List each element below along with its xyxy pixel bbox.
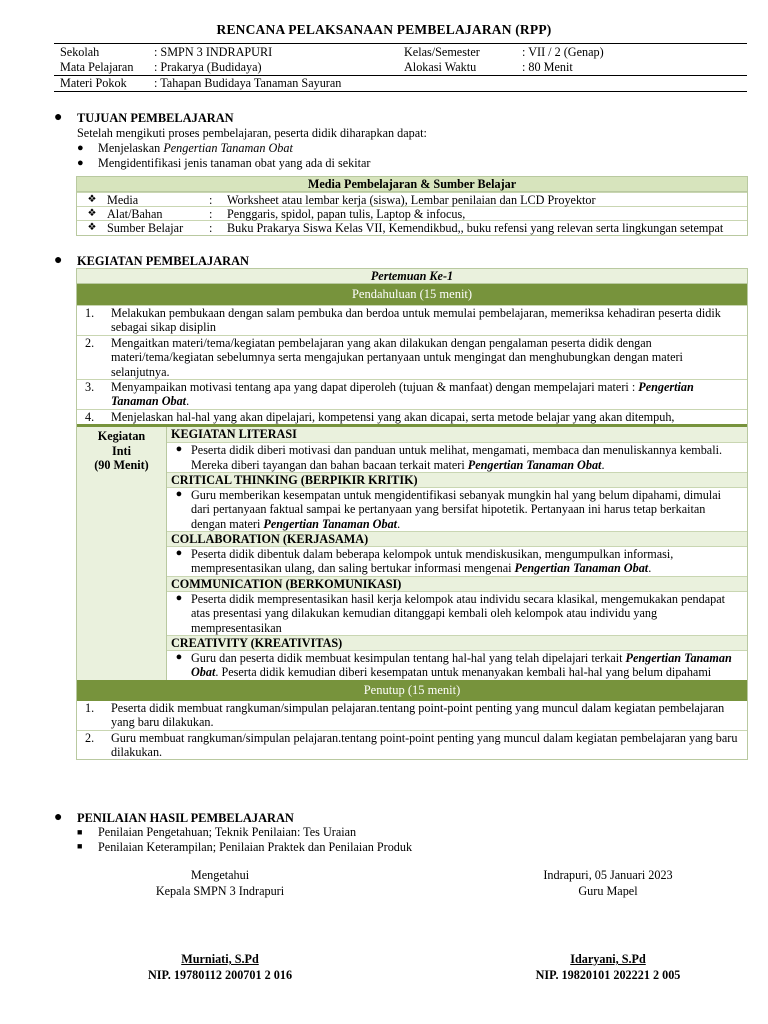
media-row: ❖ Media : Worksheet atau lembar kerja (siswa), Lembar penilaian dan LCD Proyektor <box>77 192 747 206</box>
diamond-bullet-icon: ❖ <box>87 222 97 233</box>
square-bullet-icon: ■ <box>77 826 83 837</box>
school-value: : SMPN 3 INDRAPURI <box>154 44 273 59</box>
media-label: Alat/Bahan <box>107 207 163 221</box>
sub-heading: KEGIATAN LITERASI <box>167 427 747 442</box>
kegiatan-heading <box>54 254 249 269</box>
media-label: Sumber Belajar <box>107 221 184 235</box>
inti-label: Kegiatan Inti (90 Menit) <box>77 427 167 680</box>
bullet-icon: ● <box>175 487 183 500</box>
bullet-icon: ● <box>54 253 63 269</box>
sub-heading: COMMUNICATION (BERKOMUNIKASI) <box>167 576 747 591</box>
sub-heading: COLLABORATION (KERJASAMA) <box>167 531 747 546</box>
bullet-icon: ● <box>175 651 183 664</box>
table-row: 2. Guru membuat rangkuman/simpulan pelajaran.tentang point-point penting yang muncul dalam kegiatan pembelajaran yang baru dilakukan. <box>77 730 747 760</box>
signature-left-name: Murniati, S.Pd NIP. 19780112 200701 2 016 <box>147 952 293 983</box>
table-row: 3. Menyampaikan motivasi tentang apa yang dapat diperoleh (tujuan & manfaat) dengan mempelajari materi : Pengertian Tanaman Obat. <box>77 379 747 409</box>
tujuan-intro: Setelah mengikuti proses pembelajaran, peserta didik diharapkan dapat: <box>77 126 427 140</box>
pendahuluan-band: Pendahuluan (15 menit) <box>77 284 747 305</box>
list-item <box>77 141 370 156</box>
media-value: Buku Prakarya Siswa Kelas VII, Kemendikbud,, buku refensi yang relevan serta lingkungan setempat <box>227 221 724 235</box>
list-item: ■ Penilaian Keterampilan; Penilaian Praktek dan Penilaian Produk <box>77 839 413 854</box>
subject-label: Mata Pelajaran <box>60 60 134 75</box>
kegiatan-table <box>76 268 748 760</box>
bullet-icon: ● <box>175 591 183 604</box>
square-bullet-icon: ■ <box>77 841 83 852</box>
identity-row <box>54 60 747 76</box>
signature-right-name: Idaryani, S.Pd NIP. 19820101 202221 2 005 <box>535 952 681 983</box>
media-label: Media <box>107 193 139 207</box>
signature-right: Indrapuri, 05 Januari 2023 Guru Mapel <box>543 868 673 899</box>
tujuan-heading-text: TUJUAN PEMBELAJARAN <box>77 111 234 125</box>
bullet-icon: ● <box>54 810 63 826</box>
time-value: : 80 Menit <box>522 60 573 75</box>
media-row: ❖ Sumber Belajar : Buku Prakarya Siswa Kelas VII, Kemendikbud,, buku refensi yang relevan serta lingkungan setempat <box>77 220 747 235</box>
bullet-icon: ● <box>54 110 63 126</box>
school-label: Sekolah <box>60 44 100 59</box>
sub-heading: CRITICAL THINKING (BERPIKIR KRITIK) <box>167 472 747 487</box>
media-row: ❖ Alat/Bahan : Penggaris, spidol, papan tulis, Laptop & infocus, <box>77 206 747 220</box>
list-item-text: Mengidentifikasi jenis tanaman obat yang ada di sekitar <box>98 156 371 171</box>
penilaian-heading-text: PENILAIAN HASIL PEMBELAJARAN <box>77 811 294 825</box>
sub-heading: CREATIVITY (KREATIVITAS) <box>167 635 747 650</box>
bullet-icon: ● <box>77 142 84 155</box>
tujuan-heading <box>54 111 234 126</box>
list-item: ● Peserta didik mempresentasikan hasil kerja kelompok atau individu secara klasikal, mengemukakan pendapat atas presentasi yang dilakukan kemudian ditanggapi kembali oleh kelompok atau individu yang mempresentasikan <box>167 591 747 635</box>
bullet-icon: ● <box>175 443 183 456</box>
media-table <box>76 176 748 236</box>
list-item: ● Guru dan peserta didik membuat kesimpulan tentang hal-hal yang telah dipelajari terkait Pengertian Tanaman Obat. Peserta didik kemudian diberi kesempatan untuk menanyakan kembali hal-hal yang belum dipahami <box>167 650 747 680</box>
materi-label: Materi Pokok <box>60 76 127 91</box>
table-row: 1. Melakukan pembukaan dengan salam pembuka dan berdoa untuk memulai pembelajaran, memeriksa kehadiran peserta didik sebagai sikap disiplin <box>77 305 747 335</box>
subject-value: : Prakarya (Budidaya) <box>154 60 262 75</box>
document-title: RENCANA PELAKSANAAN PEMBELAJARAN (RPP) <box>216 22 552 37</box>
signature-left: Mengetahui Kepala SMPN 3 Indrapuri <box>155 868 285 899</box>
media-value: Worksheet atau lembar kerja (siswa), Lembar penilaian dan LCD Proyektor <box>227 193 596 207</box>
penilaian-heading <box>54 811 294 826</box>
inti-content <box>167 427 747 680</box>
pertemuan-label: Pertemuan Ke-1 <box>77 269 747 284</box>
list-item <box>77 156 370 171</box>
list-item-text: Menjelaskan Pengertian Tanaman Obat <box>98 141 293 156</box>
diamond-bullet-icon: ❖ <box>87 194 97 205</box>
list-item: ● Guru memberikan kesempatan untuk mengidentifikasi sebanyak mungkin hal yang belum dipahami, dimulai dari pertanyaan faktual sampai ke pertanyaan yang bersifat hipotetik. Pertanyaan ini harus tetap berkaitan dengan materi Pengertian Tanaman Obat. <box>167 487 747 531</box>
identity-table <box>54 43 747 92</box>
kegiatan-inti <box>77 424 747 680</box>
media-heading: Media Pembelajaran & Sumber Belajar <box>77 177 747 192</box>
list-item: ● Peserta didik dibentuk dalam beberapa kelompok untuk mendiskusikan, mengumpulkan informasi, mempresentasikan ulang, dan saling bertukar informasi mengenai Pengertian Tanaman Obat. <box>167 546 747 576</box>
class-label: Kelas/Semester <box>404 44 480 59</box>
time-label: Alokasi Waktu <box>404 60 477 75</box>
table-row: 4. Menjelaskan hal-hal yang akan dipelajari, kompetensi yang akan dicapai, serta metode belajar yang akan ditempuh, <box>77 409 747 424</box>
materi-value: : Tahapan Budidaya Tanaman Sayuran <box>154 76 342 91</box>
bullet-icon: ● <box>77 157 84 170</box>
bullet-icon: ● <box>175 547 183 560</box>
penilaian-list <box>77 825 412 854</box>
list-item: ● Peserta didik diberi motivasi dan panduan untuk melihat, mengamati, membaca dan menuliskannya kembali. Mereka diberi tayangan dan bahan bacaan terkait materi Pengertian Tanaman Obat. <box>167 442 747 472</box>
tujuan-list <box>77 141 370 171</box>
table-row: 1. Peserta didik membuat rangkuman/simpulan pelajaran.tentang point-point penting yang muncul dalam kegiatan pembelajaran yang baru dilakukan. <box>85 700 725 730</box>
identity-row <box>54 44 747 60</box>
diamond-bullet-icon: ❖ <box>87 208 97 219</box>
media-value: Penggaris, spidol, papan tulis, Laptop & infocus, <box>227 207 466 221</box>
class-value: : VII / 2 (Genap) <box>522 44 604 59</box>
table-row: 2. Mengaitkan materi/tema/kegiatan pembelajaran yang akan dilakukan dengan pengalaman peserta didik dengan materi/tema/kegiatan sebelumnya serta mengajukan pertanyaan untuk mengingat dan menghubungkan dengan materi selanjutnya. <box>77 335 747 379</box>
penutup-band: Penutup (15 menit) <box>77 680 747 701</box>
list-item: ■ Penilaian Pengetahuan; Teknik Penilaian: Tes Uraian <box>77 825 357 840</box>
kegiatan-heading-text: KEGIATAN PEMBELAJARAN <box>77 254 249 268</box>
materi-row <box>54 75 747 91</box>
